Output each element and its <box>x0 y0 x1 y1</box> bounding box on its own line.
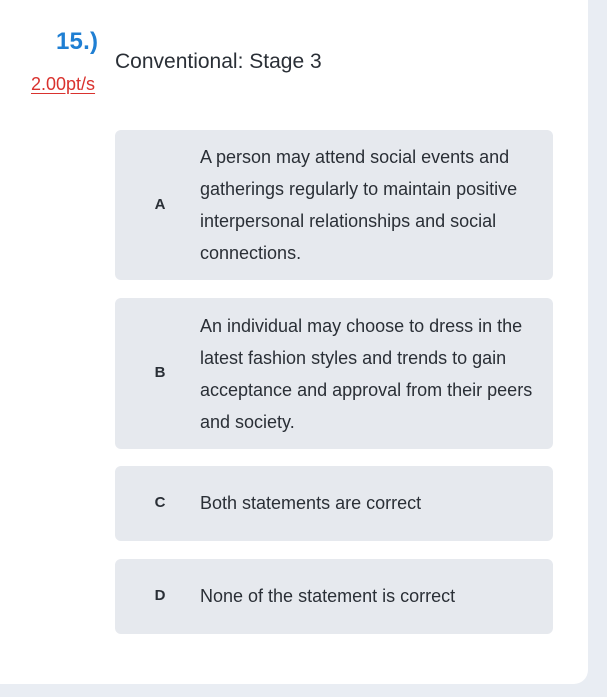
option-letter: C <box>154 494 166 511</box>
option-letter: D <box>154 587 166 604</box>
question-points: 2.00pt/s <box>31 74 96 94</box>
option-d[interactable] <box>115 559 553 634</box>
option-letter: B <box>154 364 166 381</box>
option-text: None of the statement is correct <box>200 586 456 606</box>
option-c[interactable] <box>115 466 553 541</box>
option-text: A person may attend social events and gatherings regularly to maintain positive interpersonal relationships and social connections. <box>200 147 518 263</box>
question-number: 15.) <box>56 28 99 55</box>
option-text: Both statements are correct <box>200 493 422 513</box>
option-a[interactable] <box>115 130 553 280</box>
question-text: Conventional: Stage 3 <box>115 50 322 73</box>
option-b[interactable] <box>115 298 553 449</box>
option-text: An individual may choose to dress in the latest fashion styles and trends to gain acceptance and approval from their peers and society. <box>200 316 533 432</box>
option-letter: A <box>154 196 166 213</box>
